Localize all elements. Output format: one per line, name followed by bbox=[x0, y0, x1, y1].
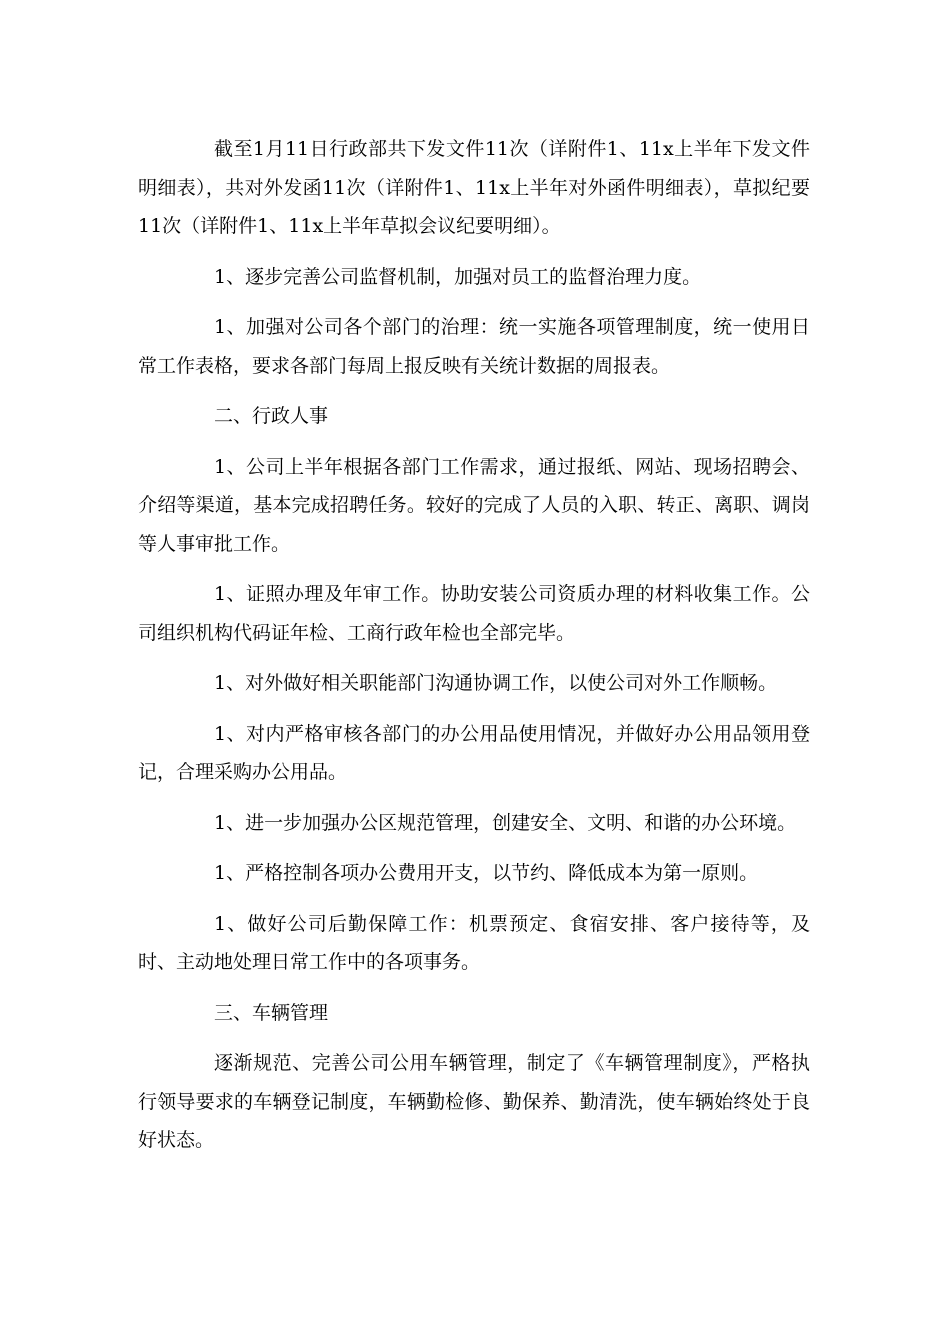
paragraph-supervision: 1、逐步完善公司监督机制，加强对员工的监督治理力度。 bbox=[214, 265, 702, 288]
paragraph-recruitment: 1、公司上半年根据各部门工作需求，通过报纸、网站、现场招聘会、介绍等渠道，基本完成招聘任务。较好的完成了人员的入职、转正、离职、调岗等人事审批工作。 bbox=[138, 455, 810, 555]
section-heading-vehicle-management: 三、车辆管理 bbox=[214, 1001, 329, 1024]
paragraph-vehicles: 逐渐规范、完善公司公用车辆管理，制定了《车辆管理制度》，严格执行领导要求的车辆登记制度，车辆勤检修、勤保养、勤清洗，使车辆始终处于良好状态。 bbox=[138, 1052, 810, 1151]
paragraph-office-supplies: 1、对内严格审核各部门的办公用品使用情况，并做好办公用品领用登记，合理采购办公用品。 bbox=[138, 722, 810, 783]
paragraph-document-stats: 截至1月11日行政部共下发文件11次（详附件1、11x上半年下发文件明细表），共对外发函11次（详附件1、11x上半年对外函件明细表），草拟纪要11次（详附件1、11x上半年草拟会议纪要明细）。 bbox=[138, 138, 810, 237]
paragraph-office-environment: 1、进一步加强办公区规范管理，创建安全、文明、和谐的办公环境。 bbox=[214, 811, 797, 834]
paragraph-licenses: 1、证照办理及年审工作。协助安装公司资质办理的材料收集工作。公司组织机构代码证年检、工商行政年检也全部完毕。 bbox=[138, 583, 810, 644]
section-heading-admin-hr: 二、行政人事 bbox=[214, 405, 329, 427]
paragraph-external-coordination: 1、对外做好相关职能部门沟通协调工作，以使公司对外工作顺畅。 bbox=[214, 672, 778, 694]
paragraph-cost-control: 1、严格控制各项办公费用开支，以节约、降低成本为第一原则。 bbox=[214, 862, 759, 884]
document-body bbox=[138, 130, 810, 1172]
paragraph-logistics: 1、做好公司后勤保障工作：机票预定、食宿安排、客户接待等，及时、主动地处理日常工作中的各项事务。 bbox=[138, 912, 810, 973]
paragraph-department-management: 1、加强对公司各个部门的治理：统一实施各项管理制度，统一使用日常工作表格，要求各部门每周上报反映有关统计数据的周报表。 bbox=[138, 316, 810, 377]
